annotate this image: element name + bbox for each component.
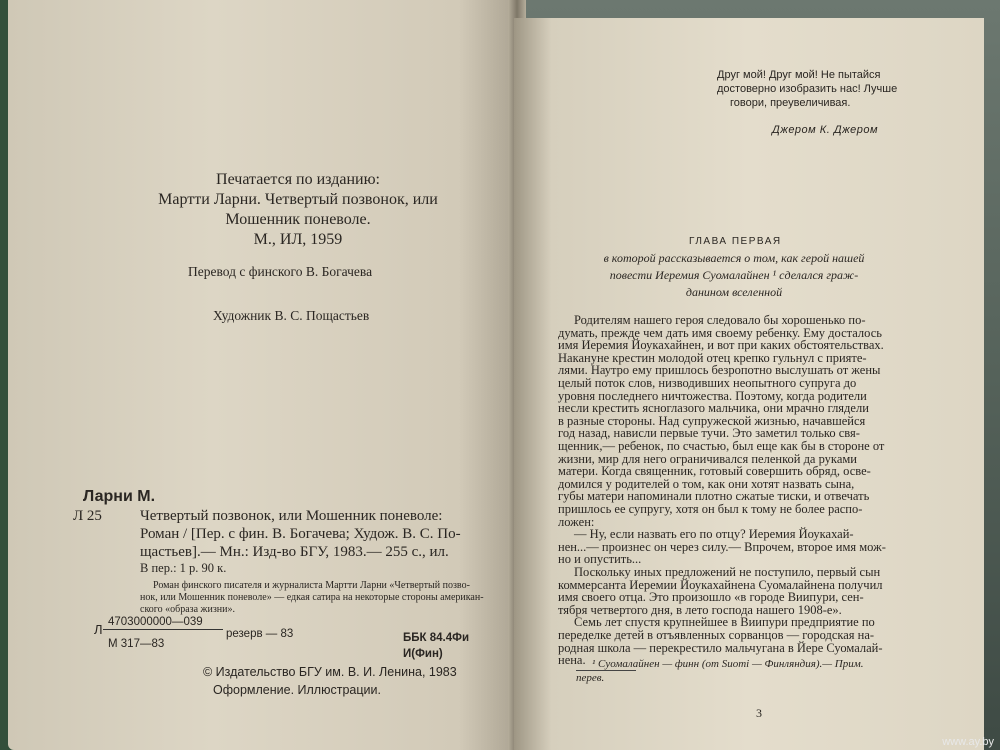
body-line: — Ну, если назвать его по отцу? Иеремия Йоукахай- [574, 527, 854, 542]
bib-code: Л 25 [73, 508, 102, 524]
chapter-subtitle-line: данином вселенной [685, 285, 783, 299]
body-line: год назад, нависли первые тучи. Это заметил только свя- [558, 426, 860, 441]
bib-line: Роман / [Пер. с фин. В. Богачева; Худож. В. С. По- [140, 526, 461, 542]
body-line: целый поток слов, низводивших неопытного супруга до [558, 376, 857, 390]
page-number: 3 [756, 706, 762, 720]
letter-code: Л [94, 622, 103, 637]
index-code: 4703000000—039 [108, 616, 203, 628]
body-line: Семь лет спустя крупнейшее в Виипури предприятие по [574, 615, 875, 630]
imprint-line-1: Печатается по изданию: [216, 171, 380, 188]
body-line: домился у родителей о том, как они хотят назвать сына, [558, 476, 855, 491]
chapter-heading: ГЛАВА ПЕРВАЯ [689, 236, 782, 247]
body-line: лями. Наутро ему пришлось безропотно выслушать от жены [558, 363, 881, 378]
imprint-line-2: Мартти Ларни. Четвертый позвонок, или [158, 191, 438, 208]
body-line: в разные стороны. Над супружеской жизнью, начавшейся [558, 413, 866, 428]
imprint-line-4: М., ИЛ, 1959 [253, 231, 343, 248]
body-line: несли крестить ясноглазого мальчика, они мрачно глядели [558, 401, 869, 416]
body-line: родная школа — перекрестило мальчугана в Йере Суомалай- [558, 640, 883, 655]
body-line: щенник,— ребенок, по счастью, был еще как бы в стороне от [558, 439, 885, 453]
left-page [8, 0, 520, 750]
epigraph-line: Друг мой! Друг мой! Не пытайся [717, 69, 881, 81]
language-code: И(Фин) [403, 648, 443, 660]
body-line: уровня последнего ничтожества. Поэтому, когда родители [558, 388, 867, 403]
body-line: жизни, мир для него ограничивался пеленкой да руками [558, 451, 857, 466]
footnote-rule [576, 670, 636, 671]
publisher-copyright: © Издательство БГУ им. В. И. Ленина, 1983 [203, 665, 457, 679]
body-line: губы матери напоминали плотно сжатые тиски, и отвечать [558, 489, 870, 504]
right-page [514, 18, 984, 750]
body-line: думать, прежде чем дать имя своему ребенку. Ему досталось [558, 325, 882, 340]
chapter-subtitle-line: повести Иеремия Суомалайнен ¹ сделался граж- [609, 268, 859, 282]
publisher-design: Оформление. Иллюстрации. [213, 683, 381, 697]
artist-credit: Художник В. С. Пощастьев [213, 308, 370, 323]
body-line: нена. [558, 653, 586, 668]
body-line: но и опустить... [558, 552, 642, 567]
body-line: нен...— произнес он через силу.— Впрочем, второе имя мож- [558, 539, 886, 554]
reserve-code: резерв — 83 [226, 628, 294, 640]
translator-credit: Перевод с финского В. Богачева [188, 264, 373, 279]
body-line: переделке детей в отъявленных сорванцов — городская на- [558, 628, 875, 642]
bib-rule [103, 629, 223, 630]
imprint-line-3: Мошенник поневоле. [225, 211, 371, 228]
body-line: ложен: [558, 514, 595, 529]
annotation-line: ского «образа жизни». [140, 604, 235, 615]
bib-line: Четвертый позвонок, или Мошенник поневоле: [140, 508, 443, 524]
epigraph-line: говори, преувеличивая. [730, 97, 851, 109]
body-line: Накануне крестин молодой отец крепко гульнул с прияте- [558, 350, 867, 365]
bib-line: щастьев].— Мн.: Изд-во БГУ, 1983.— 255 с., ил. [140, 544, 449, 560]
m-code: М 317—83 [108, 638, 165, 650]
annotation-line: Роман финского писателя и журналиста Мартти Ларни «Четвертый позво- [153, 580, 470, 591]
body-line: коммерсанта Иеремии Йоукахайнена Суомалайнена получил [558, 577, 883, 592]
watermark: www.ay.by [942, 736, 994, 748]
body-line: пришлось ее супругу, хотя он был к тому не более распо- [558, 502, 863, 516]
epigraph-line: достоверно изобразить нас! Лучше [717, 83, 898, 95]
bbk-code: ББК 84.4Фи [403, 632, 470, 644]
bib-author: Ларни М. [83, 488, 156, 505]
annotation-line: нок, или Мошенник поневоле» — едкая сатира на некоторые стороны американ- [140, 592, 484, 603]
body-line: Поскольку иных предложений не поступило, первый сын [574, 565, 881, 579]
body-line: тября четвертого дня, в лето господа нашего 1908-е». [558, 602, 842, 617]
body-line: имя своего отца. Это произошло «в городе Виипури, сен- [558, 590, 864, 605]
chapter-subtitle-line: в которой рассказывается о том, как герой нашей [603, 251, 865, 265]
body-line: матери. Когда священник, готовый совершить обряд, осве- [558, 464, 871, 479]
body-line: имя Иеремия Йоукахайнен, и вот при каких обстоятельствах. [558, 338, 884, 353]
footnote-line: перев. [576, 672, 605, 684]
epigraph-author: Джером К. Джером [772, 124, 879, 136]
footnote-line: ¹ Суомалайнен — финн (от Suomi — Финляндия).— Прим. [592, 658, 864, 670]
body-line: Родителям нашего героя следовало бы хорошенько по- [574, 313, 866, 327]
bib-line: В пер.: 1 р. 90 к. [140, 561, 227, 575]
